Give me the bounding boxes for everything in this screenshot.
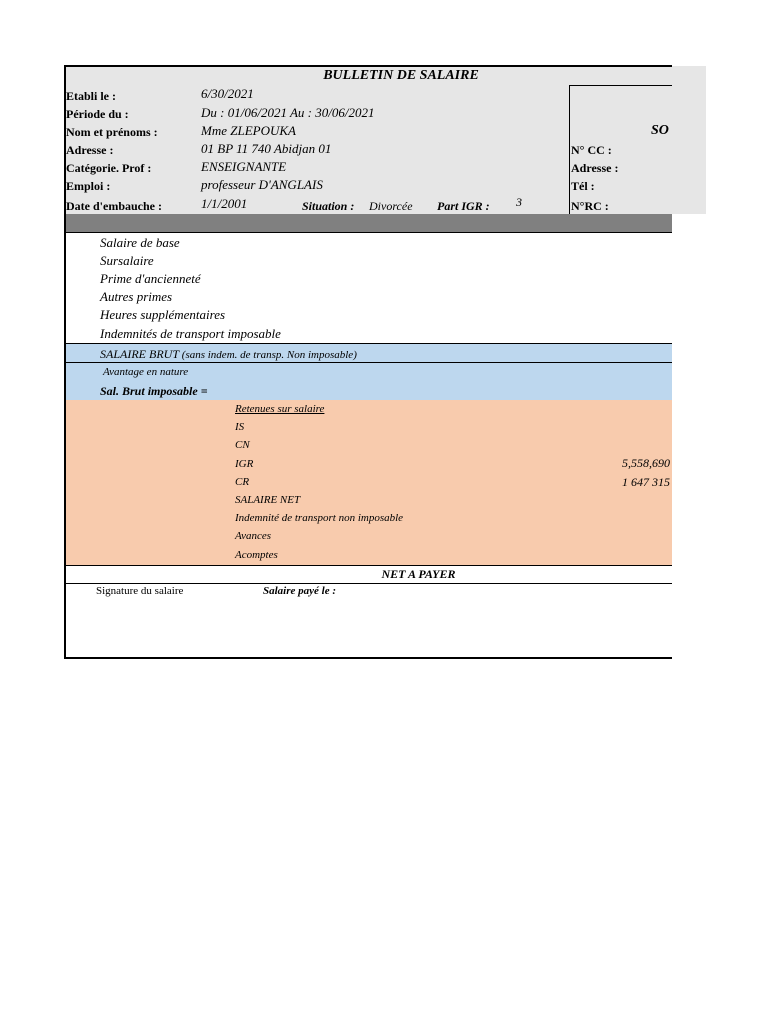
net-a-payer: NET A PAYER [381, 567, 456, 581]
bottom-border [64, 657, 672, 659]
earning-heures-sup: Heures supplémentaires [100, 307, 226, 322]
earning-indemnite-transport: Indemnités de transport imposable [100, 326, 281, 341]
label-emploi: Emploi : [66, 179, 111, 193]
value-part-igr: 3 [516, 195, 522, 209]
label-part-igr: Part IGR : [437, 199, 490, 213]
signature-label: Signature du salaire [96, 585, 184, 597]
retenue-is: IS [235, 421, 245, 433]
company-box-top [569, 85, 672, 86]
label-embauche: Date d'embauche : [66, 199, 162, 213]
label-categorie: Catégorie. Prof : [66, 161, 152, 175]
value-adresse: 01 BP 11 740 Abidjan 01 [201, 141, 332, 156]
value-situation: Divorcée [369, 199, 413, 213]
salaire-brut-main: SALAIRE BRUT [100, 347, 179, 361]
value-etabli: 6/30/2021 [201, 86, 254, 101]
section-divider-4 [65, 565, 672, 566]
document-title: BULLETIN DE SALAIRE [323, 68, 479, 83]
section-divider-5 [65, 583, 672, 584]
label-situation: Situation : [302, 199, 355, 213]
salaire-paye-label: Salaire payé le : [263, 585, 337, 597]
earning-salaire-base: Salaire de base [100, 235, 180, 250]
retenue-cn: CN [235, 439, 250, 451]
retenue-cr-value: 1 647 315 [622, 475, 670, 489]
value-embauche: 1/1/2001 [201, 196, 248, 211]
retenue-avances: Avances [235, 530, 272, 542]
retenue-salaire-net: SALAIRE NET [235, 494, 301, 506]
retenue-igr-value: 5,558,690 [622, 456, 670, 470]
value-nom: Mme ZLEPOUKA [201, 123, 296, 138]
avantage-nature: Avantage en nature [103, 366, 189, 378]
brut-imposable: Sal. Brut imposable = [100, 384, 208, 398]
salaire-brut-note: (sans indem. de transp. Non imposable) [181, 349, 357, 361]
label-adresse: Adresse : [66, 143, 114, 157]
earning-sursalaire: Sursalaire [100, 253, 154, 268]
retenues-heading: Retenues sur salaire [235, 403, 325, 415]
company-box-left [569, 85, 570, 214]
label-etabli: Etabli le : [66, 89, 116, 103]
section-divider-1 [65, 232, 672, 233]
retenue-cr: CR [235, 476, 250, 488]
value-periode: Du : 01/06/2021 Au : 30/06/2021 [201, 105, 375, 120]
gray-band [65, 214, 672, 232]
header-background [65, 66, 706, 214]
label-periode: Période du : [66, 107, 129, 121]
retenue-acomptes: Acomptes [235, 549, 278, 561]
company-rc: N°RC : [571, 199, 609, 213]
retenue-igr: IGR [235, 458, 254, 470]
top-border [64, 65, 672, 67]
salaire-brut-label [100, 347, 357, 362]
earning-autres-primes: Autres primes [100, 289, 173, 304]
section-divider-2 [65, 343, 672, 344]
company-cc: N° CC : [571, 143, 612, 157]
company-name: SO [651, 123, 669, 138]
company-tel: Tél : [571, 179, 595, 193]
value-emploi: professeur D'ANGLAIS [201, 177, 323, 192]
section-divider-3 [65, 362, 672, 363]
company-adresse: Adresse : [571, 161, 619, 175]
value-categorie: ENSEIGNANTE [201, 159, 287, 174]
earning-prime-anciennete: Prime d'ancienneté [100, 271, 201, 286]
label-nom: Nom et prénoms : [66, 125, 158, 139]
retenue-indemnite-transport: Indemnité de transport non imposable [235, 512, 404, 524]
